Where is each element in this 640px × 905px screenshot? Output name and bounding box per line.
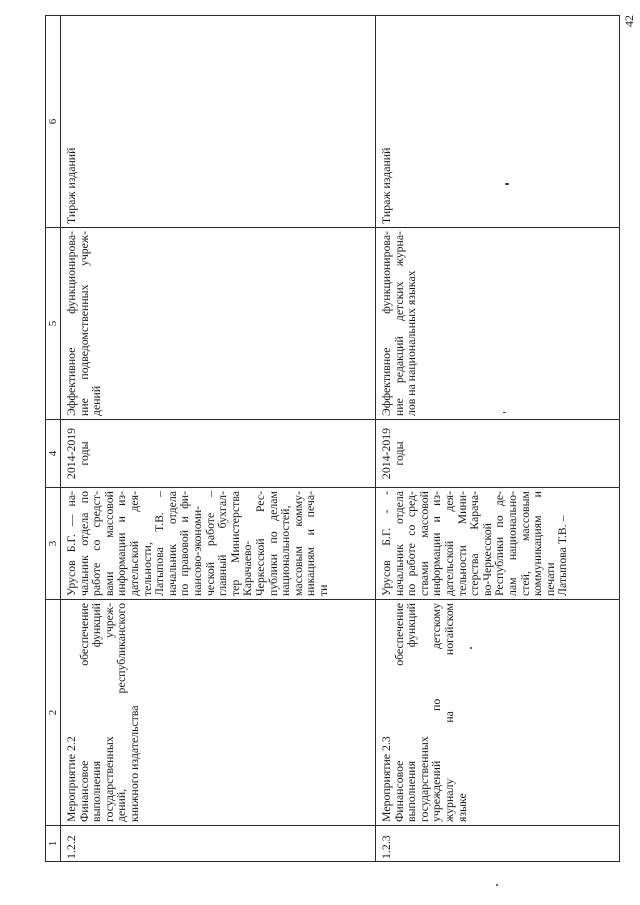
plan-table [45,15,620,862]
cell-text-line: дений, республиканского [114,603,129,822]
cell-text-line: коммуникациям и [530,491,545,596]
column-number-4: 4 [46,419,61,487]
cell-text-line: дений [89,385,104,416]
cell-text-line: тер Министерства [227,491,242,596]
period-cell [376,419,620,487]
cell-text-line: работе со средст- [89,491,104,596]
scan-speck [505,183,509,185]
cell-text-line: годы [391,441,406,466]
cell-text-line: государственных учреж- [101,603,116,822]
cell-text-line: Эффективное функционирова- [379,231,393,416]
cell-text-line: информации и из- [114,491,129,596]
responsible-cell [376,487,620,599]
page-number: 42 [622,15,636,27]
event-cell [61,599,376,825]
cell-text-line: книжного издательства [126,705,141,822]
cell-text-line: Черкесской Рес- [252,491,267,596]
indicator-cell [61,15,376,227]
scan-speck [503,412,506,413]
cell-text-line: во-Черкесской [479,523,494,596]
scan-speck [496,884,498,886]
cell-text-line: тельности Мини- [454,491,469,596]
cell-text-line: лов на национальных языках [404,270,419,416]
cell-text-line: печати [542,562,557,596]
cell-text-line: журналу на ногайском [441,603,456,822]
cell-text-line: дательской дея- [441,491,456,596]
cell-text-line: государственных [416,736,431,822]
column-number-2: 2 [46,599,61,825]
cell-text-line: Тираж изданий [379,147,393,224]
cell-text-line: Карачаево- [240,540,255,596]
cell-text-line: чальник отдела по [76,491,91,596]
cell-text-line: Эффективное функционирова- [64,231,78,416]
cell-text-line: лам национально- [504,491,519,596]
cell-text-line: языке [454,793,469,822]
cell-text-line: учреждений по детскому [429,603,444,822]
cell-text-line: по правовой и фи- [177,491,192,596]
cell-text-line: публики по делам [265,491,280,596]
cell-text-line: по работе со сред- [404,491,419,596]
cell-text-line: тельности, [139,542,154,596]
scan-speck [470,647,472,649]
column-number-6: 6 [46,15,61,227]
result-cell [376,227,620,419]
cell-text-line: начальник отдела [391,491,406,596]
cell-text-line: ствами массовой [416,491,431,596]
cell-text-line: Тираж изданий [64,147,78,224]
cell-text-line: ти [315,584,330,596]
column-number-1: 1 [46,825,61,861]
cell-text-line: Урусов Б.Г. — на- [64,491,78,596]
cell-text-line: Мероприятие 2.3 [379,736,393,822]
column-number-5: 5 [46,227,61,419]
indicator-cell [376,15,620,227]
cell-text-line: начальник отдела [164,491,179,596]
cell-text-line: Урусов Б.Г. - - [379,491,393,596]
cell-text-line: выполнения функций [404,603,419,822]
cell-text-line: Мероприятие 2.2 [64,736,78,822]
cell-text-line: Финансовое обеспечение [76,603,91,822]
cell-text-line: выполнения функций [89,603,104,822]
cell-text-line: вами массовой [101,491,116,596]
cell-text-line: ческой работе – [202,491,217,596]
cell-text-line: ние редакций детских журна- [391,231,406,416]
cell-text-line: Финансовое обеспечение [391,603,406,822]
cell-text-line: стей, массовым [517,491,532,596]
rotated-page-content [45,15,636,862]
cell-text-line: 2014-2019 [64,427,78,480]
result-cell [61,227,376,419]
cell-text-line: национальностей, [278,505,293,596]
cell-text-line: Латыпова Т.В. – [555,515,570,596]
event-cell [376,599,620,825]
cell-text-line: Латыпова Т.В. – [152,491,167,596]
cell-text-line: главный бухгал- [215,491,230,596]
column-number-3: 3 [46,487,61,599]
cell-text-line: Республики по де- [492,491,507,596]
period-cell [61,419,376,487]
row-number-cell: 1.2.3 [376,825,620,861]
cell-text-line: массовым комму- [290,491,305,596]
cell-text-line: годы [76,441,91,466]
cell-text-line: стерства Карача- [467,491,482,596]
cell-text-line: нансово-экономи- [189,505,204,596]
cell-text-line: дательской дея- [126,491,141,596]
cell-text-line: информации и из- [429,491,444,596]
cell-text-line: ние подведомственных учреж- [76,231,91,416]
row-number-cell: 1.2.2 [61,825,376,861]
responsible-cell [61,487,376,599]
cell-text-line: никациям и печа- [303,491,318,596]
cell-text-line: 2014-2019 [379,427,393,480]
